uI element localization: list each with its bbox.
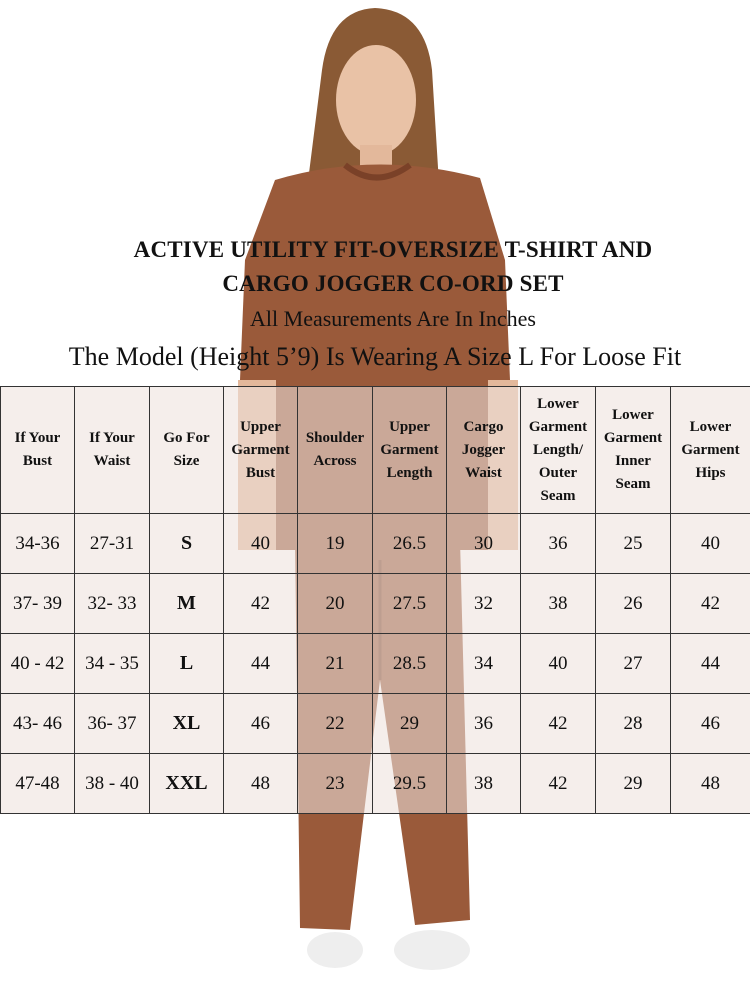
- size-cell: XL: [150, 694, 224, 754]
- table-cell: 48: [671, 754, 750, 814]
- col-header-upper-bust: Upper Garment Bust: [224, 387, 298, 514]
- model-size-note: The Model (Height 5’9) Is Wearing A Size L For Loose Fit: [68, 342, 682, 371]
- table-cell: 42: [671, 574, 750, 634]
- table-cell: 29: [596, 754, 671, 814]
- table-cell: 23: [298, 754, 373, 814]
- col-header-bust: If Your Bust: [1, 387, 75, 514]
- table-cell: 34-36: [1, 514, 75, 574]
- table-cell: 48: [224, 754, 298, 814]
- table-row: [1, 634, 750, 694]
- size-chart-table: [0, 386, 750, 814]
- table-cell: 30: [447, 514, 521, 574]
- col-header-jogger-waist: Cargo Jogger Waist: [447, 387, 521, 514]
- size-cell: S: [150, 514, 224, 574]
- table-cell: 36: [521, 514, 596, 574]
- product-title-line-2: CARGO JOGGER CO-ORD SET: [222, 271, 564, 296]
- table-cell: 36: [447, 694, 521, 754]
- table-cell: 40: [671, 514, 750, 574]
- table-cell: 38: [521, 574, 596, 634]
- col-header-upper-length: Upper Garment Length: [373, 387, 447, 514]
- table-cell: 42: [521, 754, 596, 814]
- table-cell: 28: [596, 694, 671, 754]
- table-cell: 37- 39: [1, 574, 75, 634]
- table-cell: 40: [224, 514, 298, 574]
- table-cell: 26: [596, 574, 671, 634]
- col-header-waist: If Your Waist: [75, 387, 150, 514]
- col-header-hips: Lower Garment Hips: [671, 387, 750, 514]
- table-cell: 46: [671, 694, 750, 754]
- table-row: [1, 574, 750, 634]
- table-cell: 22: [298, 694, 373, 754]
- table-cell: 29.5: [373, 754, 447, 814]
- table-cell: 44: [224, 634, 298, 694]
- table-cell: 26.5: [373, 514, 447, 574]
- table-cell: 19: [298, 514, 373, 574]
- size-cell: M: [150, 574, 224, 634]
- table-cell: 21: [298, 634, 373, 694]
- table-cell: 29: [373, 694, 447, 754]
- table-cell: 32- 33: [75, 574, 150, 634]
- table-cell: 43- 46: [1, 694, 75, 754]
- table-cell: 42: [224, 574, 298, 634]
- table-cell: 34: [447, 634, 521, 694]
- size-cell: XXL: [150, 754, 224, 814]
- table-cell: 34 - 35: [75, 634, 150, 694]
- table-cell: 32: [447, 574, 521, 634]
- product-title-line-1: ACTIVE UTILITY FIT-OVERSIZE T-SHIRT AND: [133, 237, 653, 262]
- col-header-size: Go For Size: [150, 387, 224, 514]
- table-cell: 42: [521, 694, 596, 754]
- table-cell: 25: [596, 514, 671, 574]
- table-row: [1, 754, 750, 814]
- table-cell: 27: [596, 634, 671, 694]
- col-header-inner-seam: Lower Garment Inner Seam: [596, 387, 671, 514]
- table-cell: 28.5: [373, 634, 447, 694]
- table-cell: 38: [447, 754, 521, 814]
- table-cell: 27-31: [75, 514, 150, 574]
- table-row: [1, 514, 750, 574]
- table-cell: 44: [671, 634, 750, 694]
- col-header-outer-seam: Lower Garment Length/ Outer Seam: [521, 387, 596, 514]
- header-row: [1, 387, 750, 514]
- col-header-shoulder: Shoulder Across: [298, 387, 373, 514]
- measurement-unit-note: All Measurements Are In Inches: [250, 306, 536, 331]
- table-cell: 47-48: [1, 754, 75, 814]
- table-cell: 20: [298, 574, 373, 634]
- table-cell: 40: [521, 634, 596, 694]
- table-cell: 38 - 40: [75, 754, 150, 814]
- size-cell: L: [150, 634, 224, 694]
- table-cell: 46: [224, 694, 298, 754]
- table-row: [1, 694, 750, 754]
- table-cell: 27.5: [373, 574, 447, 634]
- table-cell: 36- 37: [75, 694, 150, 754]
- table-cell: 40 - 42: [1, 634, 75, 694]
